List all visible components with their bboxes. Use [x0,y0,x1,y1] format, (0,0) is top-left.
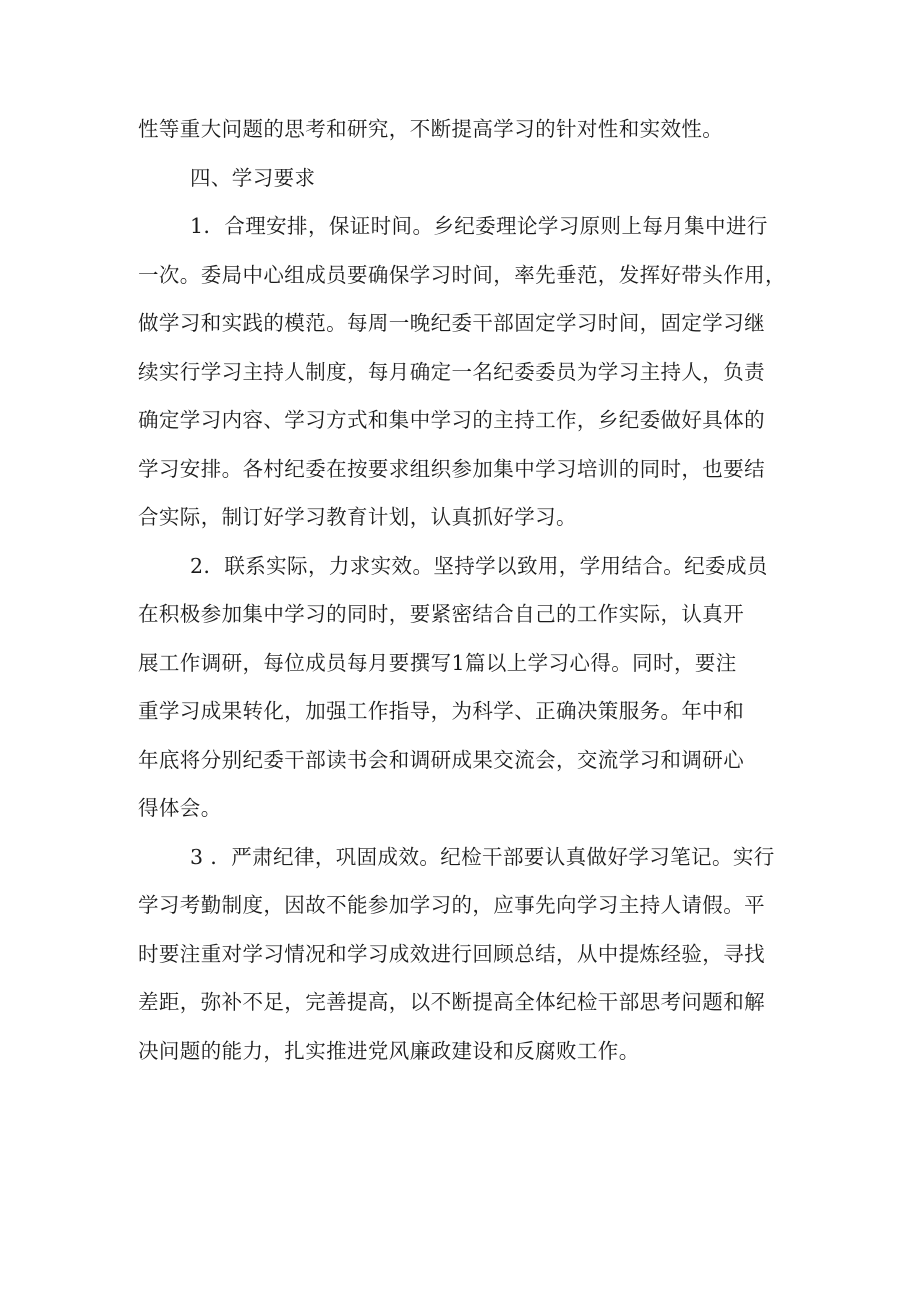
paragraph-line: 3 ．严肃纪律，巩固成效。纪检干部要认真做好学习笔记。实行 [190,844,775,869]
paragraph-line: 确定学习内容、学习方式和集中学习的主持工作，乡纪委做好具体的 [138,408,765,432]
paragraph-line: 一次。委局中心组成员要确保学习时间，率先垂范，发挥好带头作用， [138,262,786,287]
paragraph-line: 2．联系实际，力求实效。坚持学以致用，学用结合。纪委成员 [190,553,768,578]
paragraph-line: 1．合理安排，保证时间。乡纪委理论学习原则上每月集中进行 [190,214,768,238]
paragraph-line: 年底将分别纪委干部读书会和调研成果交流会，交流学习和调研心 [138,747,745,772]
paragraph-line: 学习考勤制度，因故不能参加学习的，应事先向学习主持人请假。平 [138,893,765,917]
paragraph-line: 学习安排。各村纪委在按要求组织参加集中学习培训的同时，也要结 [138,456,765,481]
paragraph-line: 续实行学习主持人制度，每月确定一名纪委委员为学习主持人，负责 [138,359,765,384]
section-heading: 四、学习要求 [190,165,316,190]
document-body [138,105,788,1075]
paragraph-line: 做学习和实践的模范。每周一晚纪委干部固定学习时间，固定学习继 [138,311,765,335]
paragraph-line: 展工作调研，每位成员每月要撰写1篇以上学习心得。同时，要注 [138,650,737,675]
paragraph-continuation-line: 性等重大问题的思考和研究，不断提高学习的针对性和实效性。 [138,117,724,141]
paragraph-line: 决问题的能力，扎实推进党风廉政建设和反腐败工作。 [138,1038,640,1063]
paragraph-line: 差距，弥补不足，完善提高，以不断提高全体纪检干部思考问题和解 [138,990,765,1014]
paragraph-line: 在积极参加集中学习的同时，要紧密结合自己的工作实际，认真开 [138,602,745,626]
paragraph-line: 合实际，制订好学习教育计划，认真抓好学习。 [138,505,577,529]
paragraph-line: 重学习成果转化，加强工作指导，为科学、正确决策服务。年中和 [138,699,745,723]
paragraph-line: 得体会。 [138,796,222,820]
paragraph-line: 时要注重对学习情况和学习成效进行回顾总结，从中提炼经验，寻找 [138,941,765,966]
